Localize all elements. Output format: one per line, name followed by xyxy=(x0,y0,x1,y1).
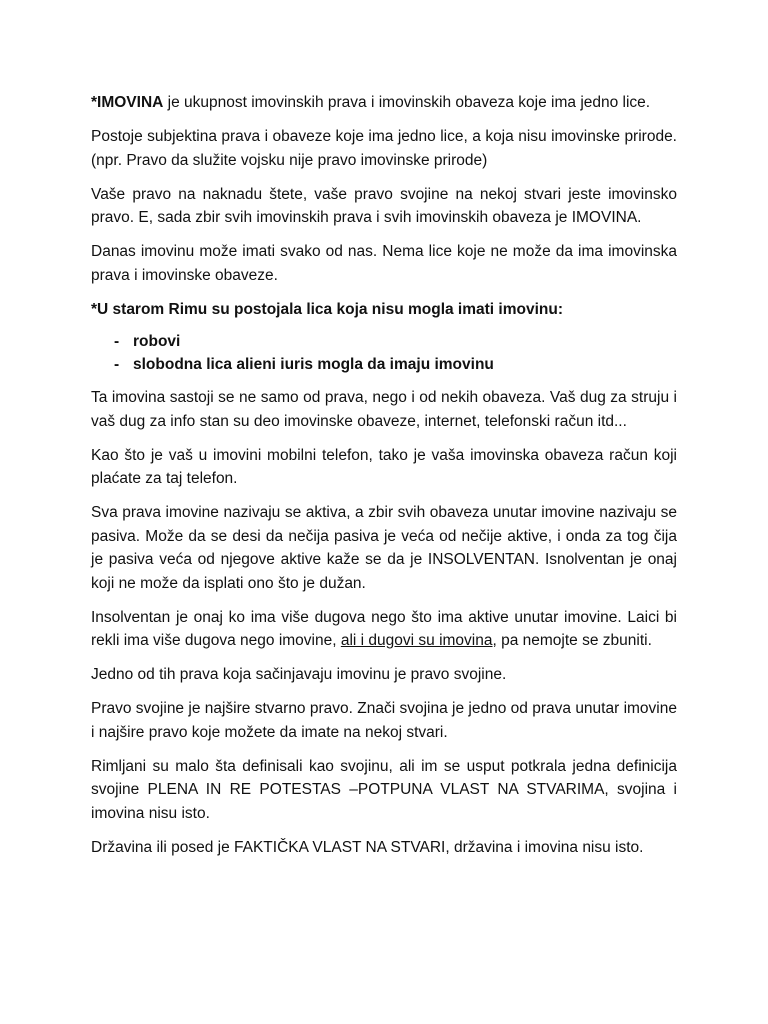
paragraph-obligations: Ta imovina sastoji se ne samo od prava, nego i od nekih obaveza. Vaš dug za struju i vaš dug za info stan su deo imovinske obaveze, internet, telefonski račun itd... xyxy=(91,389,677,430)
term-imovina: *IMOVINA xyxy=(91,94,164,111)
heading-ancient-rome xyxy=(91,298,677,322)
paragraph-broadest-right: Pravo svojine je najšire stvarno pravo. Znači svojina je jedno od prava unutar imovine i najšire pravo koje možete da imate na nekoj stvari. xyxy=(91,700,677,741)
paragraph-imovina-definition xyxy=(91,91,677,115)
paragraph-insolvent xyxy=(91,606,677,653)
paragraph-phone-example: Kao što je vaš u imovini mobilni telefon, tako je vaša imovinska obaveza račun koji plaćate za taj telefon. xyxy=(91,446,677,487)
heading-ancient-rome-text: *U starom Rimu su postojala lica koja nisu mogla imati imovinu: xyxy=(91,300,563,318)
list-item xyxy=(91,330,677,353)
bullet-list xyxy=(91,330,677,376)
document-body xyxy=(91,91,677,870)
bullet-dash: - xyxy=(114,356,120,373)
paragraph-possession: Državina ili posed je FAKTIČKA VLAST NA STVARI, državina i imovina nisu isto. xyxy=(91,838,644,856)
list-item xyxy=(91,353,677,376)
paragraph-roman-definition: Rimljani su malo šta definisali kao svojinu, ali im se usput potkrala jedna definicija svojine PLENA IN RE POTESTAS –POTPUNA VLAST NA STVARIMA, svojina i imovina nisu isto. xyxy=(91,757,677,822)
paragraph-everyone-has-property: Danas imovinu može imati svako od nas. Nema lice koje ne može da ima imovinska prava i imovinske obaveze. xyxy=(91,243,677,284)
underlined-phrase: ali i dugovi su imovina xyxy=(340,632,493,649)
bullet-dash: - xyxy=(114,333,120,350)
list-item-text: robovi xyxy=(133,333,181,350)
definition-text: je ukupnost imovinskih prava i imovinskih obaveza koje ima jedno lice. xyxy=(163,94,651,111)
paragraph-aktiva-pasiva: Sva prava imovine nazivaju se aktiva, a zbir svih obaveza unutar imovine nazivaju se pasiva. Može da se desi da nečija pasiva je veća od nečije aktive, i onda za tog čija je pasiva veća od njegove aktive kaže se da je INSOLVENTAN. Isnolventan je onaj koji ne može da isplati ono što je dužan. xyxy=(91,504,677,592)
paragraph-property-rights: Vaše pravo na naknadu štete, vaše pravo svojine na nekoj stvari jeste imovinsko pravo. E, sada zbir svih imovinskih prava i svih imovinskih obaveza je IMOVINA. xyxy=(91,185,677,226)
insolvent-text-before: Insolventan je onaj ko ima više dugova nego što ima aktive unutar imovine. Laici bi rekli ima više dugova nego imovine, xyxy=(91,608,677,649)
list-item-text: slobodna lica alieni iuris mogla da imaju imovinu xyxy=(133,356,494,373)
insolvent-text-after: , pa nemojte se zbuniti. xyxy=(492,632,652,649)
paragraph-ownership-right: Jedno od tih prava koja sačinjavaju imovinu je pravo svojine. xyxy=(91,666,507,683)
paragraph-subjective-rights: Postoje subjektina prava i obaveze koje ima jedno lice, a koja nisu imovinske prirode. (npr. Pravo da služite vojsku nije pravo imovinske prirode) xyxy=(91,128,677,169)
